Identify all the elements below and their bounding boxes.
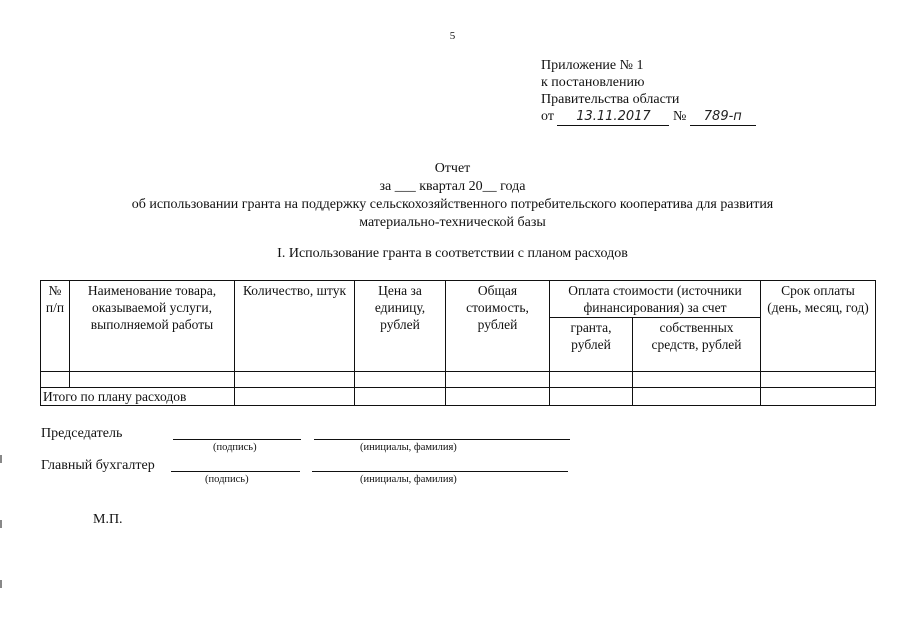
binding-mark — [0, 455, 2, 463]
accountant-sign-caption: (подпись) — [205, 474, 249, 485]
table-row — [41, 372, 876, 388]
header-term: Срок оплаты (день, месяц, год) — [761, 281, 876, 372]
handwritten-number: 789-п — [690, 108, 756, 126]
title-line-2: за ___ квартал 20__ года — [379, 179, 526, 194]
header-qty: Количество, штук — [235, 281, 355, 372]
binding-mark — [0, 520, 2, 528]
appendix-date-line — [541, 108, 756, 126]
total-row — [41, 388, 876, 406]
header-grant: гранта, рублей — [550, 318, 633, 372]
header-name: Наименование товара, оказываемой услуги, выполняемой работы — [70, 281, 235, 372]
chairman-name-line — [314, 439, 570, 440]
chairman-sign-line — [173, 439, 301, 440]
section-title: I. Использование гранта в соответствии с планом расходов — [277, 246, 628, 261]
accountant-name-line — [312, 471, 568, 472]
report-title — [0, 160, 905, 232]
handwritten-date: 13.11.2017 — [557, 108, 669, 126]
stamp-label: М.П. — [93, 512, 123, 527]
appendix-block — [541, 57, 756, 126]
chairman-sign-caption: (подпись) — [213, 442, 257, 453]
expense-table — [40, 280, 876, 406]
title-line-3: об использовании гранта на поддержку сельскохозяйственного потребительского кооператива для развития — [131, 197, 774, 212]
header-price: Цена за единицу, рублей — [355, 281, 446, 372]
accountant-name-caption: (инициалы, фамилия) — [360, 474, 457, 485]
accountant-sign-line — [171, 471, 300, 472]
header-own: собственных средств, рублей — [633, 318, 761, 372]
appendix-line-3: Правительства области — [541, 92, 680, 107]
number-label: № — [672, 109, 687, 124]
chairman-name-caption: (инициалы, фамилия) — [360, 442, 457, 453]
binding-mark — [0, 580, 2, 588]
title-line-1: Отчет — [434, 161, 471, 176]
total-row-label: Итого по плану расходов — [41, 388, 235, 406]
appendix-line-2: к постановлению — [541, 75, 645, 90]
header-payment: Оплата стоимости (источники финансирования) за счет — [550, 281, 761, 318]
appendix-line-1: Приложение № 1 — [541, 58, 644, 73]
accountant-label: Главный бухгалтер — [41, 458, 155, 473]
chairman-label: Председатель — [41, 426, 123, 441]
header-num: № п/п — [41, 281, 70, 372]
page-number: 5 — [449, 30, 456, 42]
title-line-4: материально-технической базы — [359, 215, 546, 230]
header-total: Общая стоимость, рублей — [446, 281, 550, 372]
from-label: от — [541, 109, 554, 124]
